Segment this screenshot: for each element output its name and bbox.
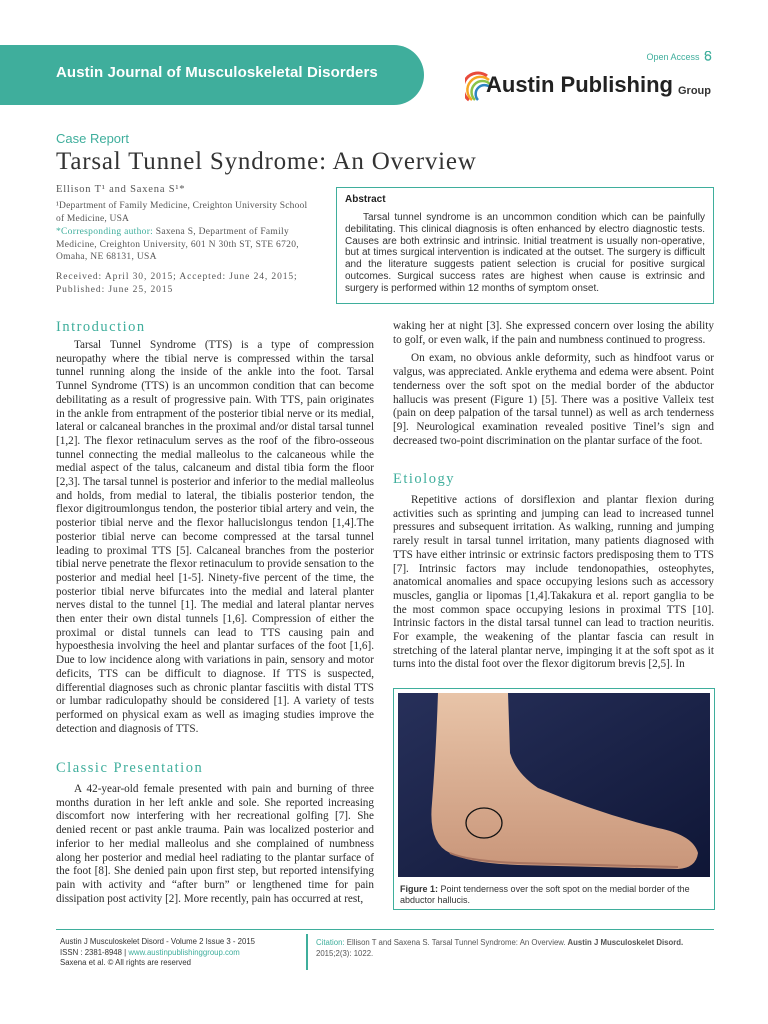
foot-illustration <box>398 693 710 877</box>
figure-caption <box>400 884 710 906</box>
foot-photo <box>398 693 710 877</box>
presentation-paragraph: A 42-year-old female presented with pain and burning of three months duration in her left ankle and sole. She reported increasing discomfort now interfering with her recreational golfing [7]. She denied recent or past ankle trauma. Pain was localized posterior and inferior to her medial malleolus and she complained of numbness along her posterior and medial heel radiating to the plantar surface of the foot [8]. She denied pain upon first step, but reported intensifying pain with activity and “after burn” or lengthened time for pain dissipation post activity [2]. More recently, pain has occurred at rest, <box>56 783 374 905</box>
etiology-paragraph: Repetitive actions of dorsiflexion and plantar flexion during activities such as sprinting and jumping can lead to increased tunnel pressures and subsequent irritation. As walking, running and jumping rarely result in tarsal tunnel irritation, many patients diagnosed with TTS have either intrinsic or extrinsic factors predisposing them to TTS [7]. Intrinsic factors may include tendonopathies, osteophytes, anatomical anomalies and space occupying lesions such as accessory muscles, ganglia or lipomas [1,4].Takakura et al. report ganglia to be the most common space occupying lesions in proximal TTS [10]. Intrinsic factors in the distal tarsal tunnel can lead to traction neuritis. For example, the weakening of the plantar fascia can result in stretching of the lateral plantar nerve, impinging it at the soft spot as it turns into the distal foot over the flexor digitorum brevis [2,5]. In <box>393 494 714 671</box>
citation-ref: 2015;2(3): 1022. <box>316 949 374 958</box>
article-type: Case Report <box>56 131 129 146</box>
corresponding-label: *Corresponding author: <box>56 227 154 237</box>
corresponding-text: Saxena S, Department of Family Medicine, Creighton University, 601 N 30th ST, STE 6720, Omaha, NE 68131, USA <box>56 227 299 262</box>
footer-left <box>60 937 255 969</box>
footer-issn-line <box>60 948 255 959</box>
journal-banner <box>0 45 424 105</box>
footer-rule <box>56 929 714 930</box>
figure-caption-text: Point tenderness over the soft spot on the medial border of the abductor hallucis. <box>400 884 690 905</box>
footer-copyright: Saxena et al. © All rights are reserved <box>60 958 191 967</box>
footer-website-link[interactable]: www.austinpublishinggroup.com <box>128 947 240 957</box>
presentation-heading: Classic Presentation <box>56 760 204 776</box>
footer-separator <box>306 934 308 970</box>
presentation-section <box>56 783 374 906</box>
footer-issn: ISSN : 2381-8948 | <box>60 947 129 957</box>
introduction-paragraph: Tarsal Tunnel Syndrome (TTS) is a type of compression neuropathy where the tibial nerve is compressed within the tarsal tunnel running along the inside of the ankle into the foot. Tarsal Tunnel Syndrome (TTS) is an uncommon condition that can become debilitating as a result of progressive pain. With TTS, pain originates in the ankle from entrapment of the posterior tibial nerve or its medial, lateral or calcaneal branches in the proximal and/or distal tarsal tunnel [1,2]. The flexor retinaculum serves as the roof of the fibro-osseous tunnel connecting the medial malleolus to the calcaneous while the medial aspect of the talus, calcaneum and distal tibia form the floor [2,3]. The tarsal tunnel is posterior and inferior to the medial malleolus and holds, from medial to lateral, the tibialis posterior tendon, the flexor digitroumlongus tendon, the posterior tibial artery and vein, the posterior tibial nerve and the flexor hallucislongus tendon [1,4].The posterior tibial nerve can become compressed at the tarsal tunnel leading to proximal TTS [5]. Calcaneal branches from the posterior tibial nerve penetrate the flexor retinaculum to provide sensation to the posterior and medial heel [1-5]. Ninety-five percent of the time, the posterior tibial nerve bifurcates into the medial and lateral planter nerves distal to the tunnel [1]. The medial and lateral plantar nerves then enter their own distal tunnels [1,6]. Compression of either the proximal or distal tunnels can lead to TTS causing pain and hypoesthesia involving the heel and plantar surfaces of the foot [1,6]. Due to low incidence along with variations in pain, sensory and motor deficits, TTS can be difficult to diagnose. If TTS is suspected, differential diagnoses such as chronic plantar fasciitis with distal TTS or lumbar radiculopathy should be considered [1]. A variety of tests performed on physical exam as well as imaging studies improve the detection and diagnosis of TTS. <box>56 339 374 735</box>
abstract-heading: Abstract <box>345 194 386 205</box>
abstract-text: Tarsal tunnel syndrome is an uncommon condition which can be painfully debilitating. This clinical diagnosis is often enhanced by electro diagnostic tests. Causes are both extrinsic and intrinsic. Initial treatment is usually non-operative, but at times surgical intervention is indicated at the outset. The surgery is difficult and the literature suggests patient selection is crucial for positive surgical outcomes. Surgical success rates are highest when cause is extrinsic and surgery is performed within 12 months of symptom onset. <box>345 212 705 294</box>
continued-paragraph: waking her at night [3]. She expressed concern over losing the ability to golf, or even walk, if the pain and numbness continued to progress. <box>393 320 714 346</box>
publisher-group: Group <box>678 85 711 97</box>
introduction-heading: Introduction <box>56 319 146 335</box>
citation-journal: Austin J Musculoskelet Disord. <box>565 938 684 947</box>
article-dates: Received: April 30, 2015; Accepted: June 24, 2015; Published: June 25, 2015 <box>56 272 298 295</box>
right-column-text <box>393 320 714 448</box>
open-access-badge <box>646 51 712 62</box>
footer-journal-line: Austin J Musculoskelet Disord - Volume 2 Issue 3 - 2015 <box>60 937 256 946</box>
authors: Ellison T¹ and Saxena S¹* <box>56 184 186 195</box>
etiology-heading: Etiology <box>393 471 455 487</box>
corresponding-author <box>56 226 311 264</box>
figure-label: Figure 1: <box>400 884 439 894</box>
open-access-icon <box>704 51 712 61</box>
publisher-name: Austin Publishing <box>486 72 673 97</box>
affiliation: ¹Department of Family Medicine, Creighton University School of Medicine, USA <box>56 201 308 224</box>
introduction-section <box>56 339 374 736</box>
footer-citation <box>316 937 714 959</box>
journal-name: Austin Journal of Musculoskeletal Disorders <box>56 64 378 81</box>
citation-label: Citation: <box>316 938 345 947</box>
exam-paragraph: On exam, no obvious ankle deformity, such as hindfoot varus or valgus, was appreciated. Ankle erythema and edema were absent. Point tenderness over the soft spot on the medial border of the abductor hallucis was present (Figure 1) [5]. There was a positive Valleix test (pain on deep palpation of the tarsal tunnel) as well as arch tenderness [9]. Neurological examination revealed positive Tinel’s sign and decreased two-point discrimination on the plantar surface of the foot. <box>393 352 714 447</box>
open-access-label: Open Access <box>646 52 700 62</box>
article-title: Tarsal Tunnel Syndrome: An Overview <box>56 148 477 175</box>
citation-text: Ellison T and Saxena S. Tarsal Tunnel Syndrome: An Overview. <box>344 938 566 947</box>
etiology-section <box>393 494 714 672</box>
